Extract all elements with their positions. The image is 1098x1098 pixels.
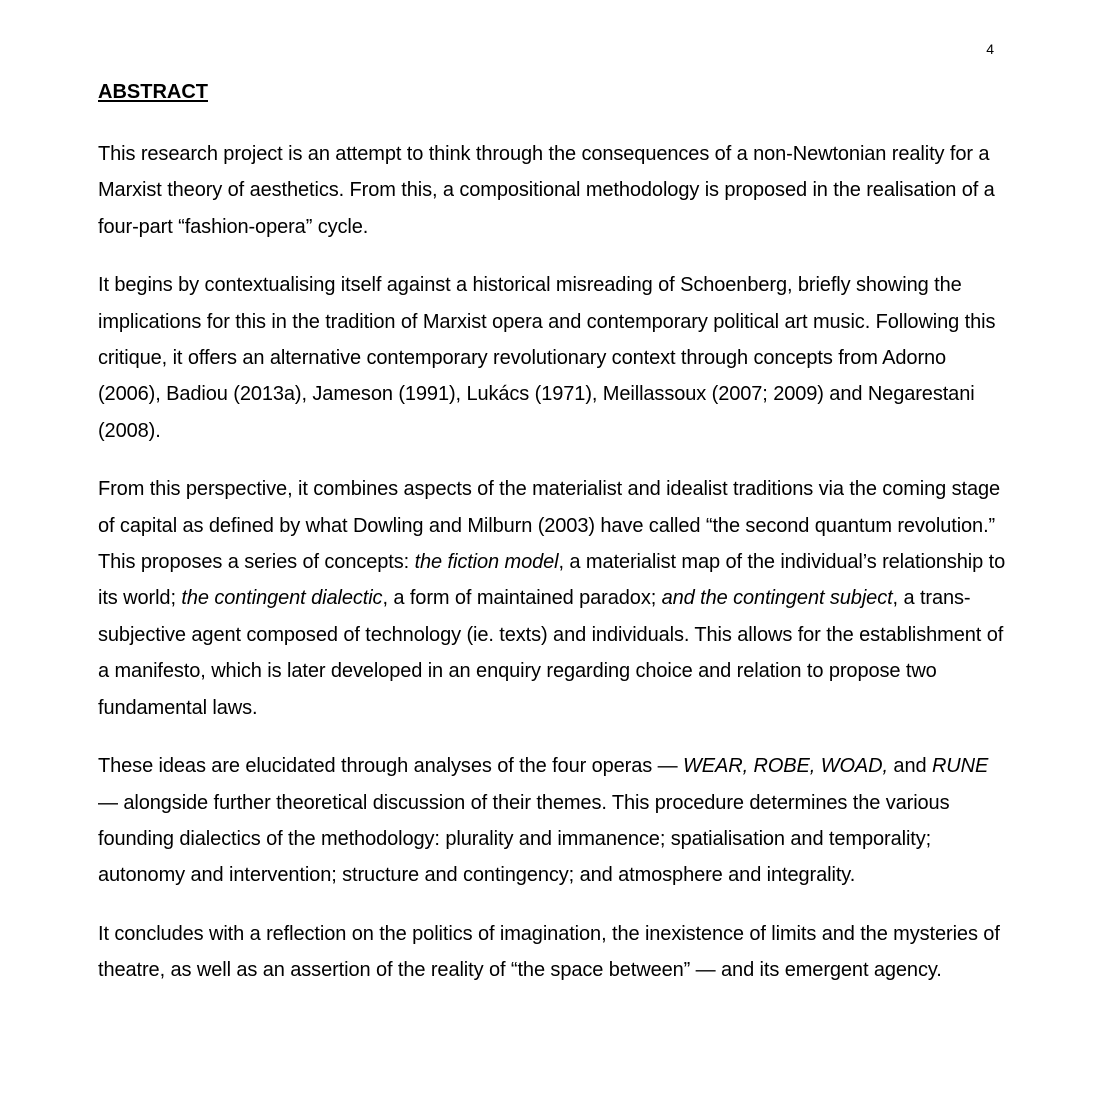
term-contingent-subject: and the contingent subject <box>661 587 893 610</box>
paragraph-4-text-2: and <box>887 755 932 778</box>
term-contingent-dialectic: the contingent dialectic <box>181 587 383 610</box>
paragraph-3-text-3: , a form of maintained paradox; <box>382 587 662 610</box>
opera-titles: WEAR, ROBE, WOAD, <box>682 755 888 778</box>
paragraph-4-text-1: These ideas are elucidated through analyses of the four operas — <box>98 755 683 778</box>
paragraph-4-text-3: — alongside further theoretical discussion of their themes. This procedure determines the various founding dialectics of the methodology: plurality and immanence; spatialisation and temporality; autonomy and intervention; structure and contingency; and atmosphere and integrality. <box>98 791 950 887</box>
abstract-paragraph-1: This research project is an attempt to think through the consequences of a non-Newtonian reality for a Marxist theory of aesthetics. From this, a compositional methodology is proposed in the realisation of a four-part “fashion-opera” cycle. <box>98 143 995 238</box>
abstract-paragraph-2: It begins by contextualising itself against a historical misreading of Schoenberg, briefly showing the implications for this in the tradition of Marxist opera and contemporary political art music. Following this critique, it offers an alternative contemporary revolutionary context through concepts from Adorno (2006), Badiou (2013a), Jameson (1991), Lukács (1971), Meillassoux (2007; 2009) and Negarestani (2008). <box>98 274 996 442</box>
abstract-paragraph-3 <box>98 471 1008 726</box>
paragraph-3-text-2: , a materialist map of the individual’s relationship to its world; <box>98 551 1006 610</box>
paragraph-3-text-4: , a trans-subjective agent composed of technology (ie. texts) and individuals. This allows for the establishment of a manifesto, which is later developed in an enquiry regarding choice and relation to propose two fundamental laws. <box>98 587 1004 719</box>
abstract-heading: ABSTRACT <box>98 81 208 103</box>
abstract-section <box>98 78 1008 1011</box>
page-number: 4 <box>986 41 994 57</box>
paragraph-3-text-1: From this perspective, it combines aspects of the materialist and idealist traditions via the coming stage of capital as defined by what Dowling and Milburn (2003) have called “the second quantum revolution.” This proposes a series of concepts: <box>98 478 1001 574</box>
abstract-paragraph-5: It concludes with a reflection on the politics of imagination, the inexistence of limits and the mysteries of theatre, as well as an assertion of the reality of “the space between” — and its emergent agency. <box>98 922 1000 982</box>
term-fiction-model: the fiction model <box>414 551 559 574</box>
abstract-paragraph-4 <box>98 748 1008 894</box>
opera-title-rune: RUNE <box>931 755 989 778</box>
